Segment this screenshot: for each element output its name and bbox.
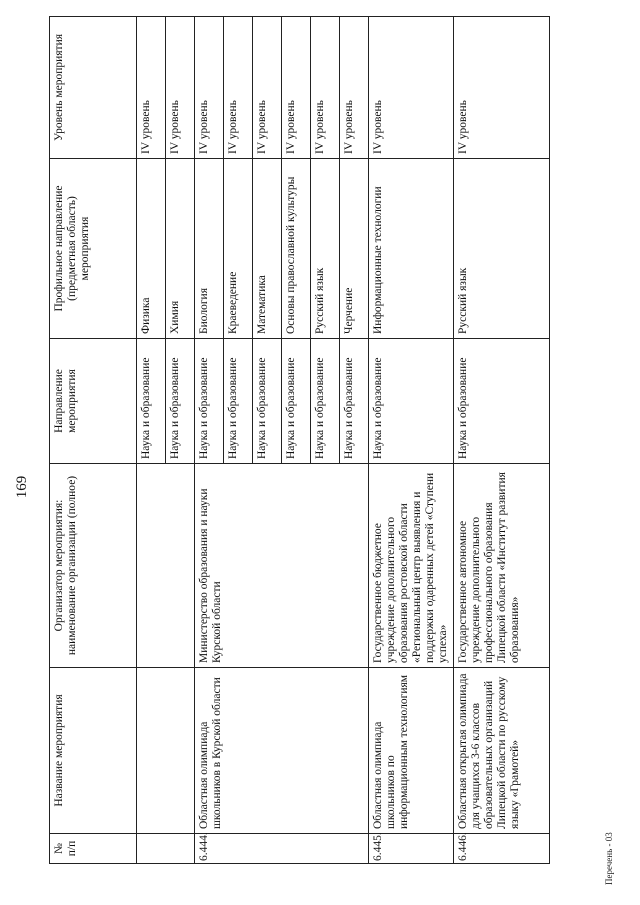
row-num: 6.445. bbox=[369, 834, 454, 864]
row-profile: Химия bbox=[166, 159, 195, 339]
header-level: Уровень мероприятия bbox=[50, 17, 137, 159]
events-table bbox=[49, 16, 550, 864]
row-profile: Русский язык bbox=[311, 159, 340, 339]
row-level: IV уровень bbox=[369, 17, 454, 159]
row-direction: Наука и образование bbox=[166, 339, 195, 464]
footer-note: Перечень - 03 bbox=[604, 832, 614, 885]
row-level: IV уровень bbox=[454, 17, 550, 159]
row-direction: Наука и образование bbox=[253, 339, 282, 464]
row-profile: Черчение bbox=[340, 159, 369, 339]
row-organizer: Министерство образования и науки Курской области bbox=[195, 464, 369, 668]
row-level: IV уровень bbox=[137, 17, 166, 159]
row-num: 6.444. bbox=[195, 834, 369, 864]
row-num: 6.446. bbox=[454, 834, 550, 864]
table-header-row bbox=[50, 17, 137, 864]
row-level: IV уровень bbox=[166, 17, 195, 159]
row-level: IV уровень bbox=[340, 17, 369, 159]
row-name-blank bbox=[137, 668, 195, 834]
header-num: № п/п bbox=[50, 834, 137, 864]
row-organizer: Государственное автономное учреждение дополнительного профессионального образования Липецкой области «Институт развития образования» bbox=[454, 464, 550, 668]
row-direction: Наука и образование bbox=[340, 339, 369, 464]
row-profile: Краеведение bbox=[224, 159, 253, 339]
table-row bbox=[195, 17, 224, 864]
row-name: Областная открытая олимпиада для учащихся 3-6 классов образовательных организаций Липецкой области по русскому языку «Грамотей» bbox=[454, 668, 550, 834]
row-profile: Физика bbox=[137, 159, 166, 339]
row-profile: Основы православной культуры bbox=[282, 159, 311, 339]
row-level: IV уровень bbox=[224, 17, 253, 159]
row-level: IV уровень bbox=[253, 17, 282, 159]
row-profile: Математика bbox=[253, 159, 282, 339]
row-direction: Наука и образование bbox=[311, 339, 340, 464]
row-profile: Информационные технологии bbox=[369, 159, 454, 339]
row-name: Областная олимпиада школьников в Курской области bbox=[195, 668, 369, 834]
header-profile: Профильное направление (предметная область) мероприятия bbox=[50, 159, 137, 339]
row-direction: Наука и образование bbox=[282, 339, 311, 464]
row-level: IV уровень bbox=[195, 17, 224, 159]
row-profile: Биология bbox=[195, 159, 224, 339]
table-row bbox=[369, 17, 454, 864]
row-direction: Наука и образование bbox=[224, 339, 253, 464]
table-row bbox=[137, 17, 166, 864]
page-number: 169 bbox=[14, 475, 30, 499]
header-direction: Направление мероприятия bbox=[50, 339, 137, 464]
header-organizer: Организатор мероприятия: наименование организации (полное) bbox=[50, 464, 137, 668]
row-direction: Наука и образование bbox=[369, 339, 454, 464]
row-num-blank bbox=[137, 834, 195, 864]
row-direction: Наука и образование bbox=[195, 339, 224, 464]
row-profile: Русский язык bbox=[454, 159, 550, 339]
header-name: Название мероприятия bbox=[50, 668, 137, 834]
row-level: IV уровень bbox=[311, 17, 340, 159]
row-name: Областная олимпиада школьников по информационным технологиям bbox=[369, 668, 454, 834]
row-organizer-blank bbox=[137, 464, 195, 668]
row-direction: Наука и образование bbox=[454, 339, 550, 464]
row-direction: Наука и образование bbox=[137, 339, 166, 464]
row-level: IV уровень bbox=[282, 17, 311, 159]
table-row bbox=[454, 17, 550, 864]
row-organizer: Государственное бюджетное учреждение дополнительного образования ростовской области «Региональный центр выявления и поддержки одаренных детей «Ступени успеха» bbox=[369, 464, 454, 668]
